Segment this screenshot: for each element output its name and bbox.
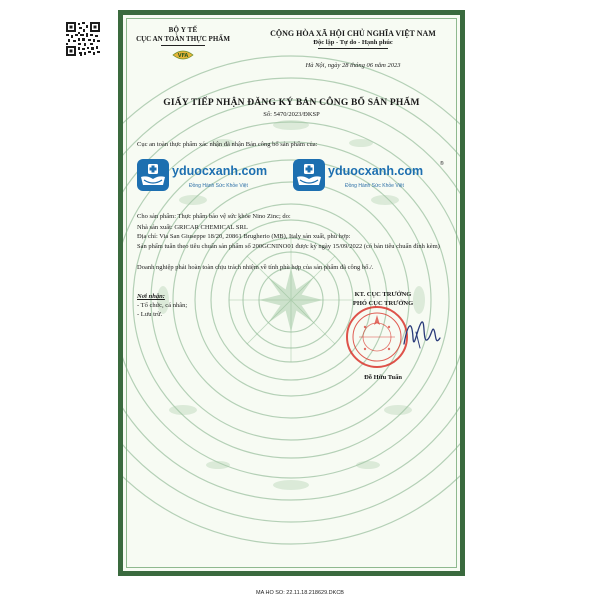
brand-name: yduocxanh.com xyxy=(328,164,424,178)
issue-date: Hà Nội, ngày 28 tháng 06 năm 2023 xyxy=(305,62,401,69)
file-code: MA HO SO: 22.11.18.218629.DKCB xyxy=(256,590,344,596)
signatory-title: KT. CỤC TRƯỞNG xyxy=(354,291,412,298)
signer-name: Đỗ Hữu Tuấn xyxy=(364,374,402,381)
pharmacy-hand-icon xyxy=(293,159,325,191)
motto-underline xyxy=(318,48,388,49)
national-motto: Độc lập - Tự do - Hạnh phúc xyxy=(313,39,393,46)
agency-name: CỤC AN TOÀN THỰC PHẨM xyxy=(136,35,230,43)
product-line: Cho sản phẩm: Thực phẩm bảo vệ sức khỏe Nino Zinc; do: xyxy=(137,213,291,220)
brand-tagline: Đồng Hành Sức Khỏe Việt xyxy=(189,183,248,189)
standard-line: Sản phẩm tuân theo tiêu chuẩn sản phẩm số 200GCNINO01 được ký ngày 15/09/2022 (có bản tiêu chuẩn đính kèm) xyxy=(137,243,440,250)
qr-code xyxy=(66,22,100,56)
brand-name: yduocxanh.com xyxy=(172,164,268,178)
brand-tagline: Đồng Hành Sức Khỏe Việt xyxy=(345,183,404,189)
intro-text: Cục an toàn thực phẩm xác nhận đã nhận Bản công bố sản phẩm của: xyxy=(137,141,318,148)
manufacturer-line: Nhà sản xuất: GRICAR CHEMICAL SRL xyxy=(137,224,248,231)
document-title: GIẤY TIẾP NHẬN ĐĂNG KÝ BẢN CÔNG BỐ SẢN PHẨM xyxy=(163,98,420,108)
recipient-item: - Lưu trữ. xyxy=(137,311,163,318)
recipients-heading: Nơi nhận: xyxy=(137,293,165,300)
brand-watermark xyxy=(137,155,287,200)
handwritten-signature xyxy=(398,312,443,357)
document-number: Số: 5470/2023/ĐKSP xyxy=(263,111,320,118)
agency-underline xyxy=(161,45,205,46)
responsibility-line: Doanh nghiệp phải hoàn toàn chịu trách nhiệm về tính phù hợp của sản phẩm đã công bố./. xyxy=(137,264,374,271)
recipient-item: - Tổ chức, cá nhân; xyxy=(137,302,188,309)
signatory-position: PHÓ CỤC TRƯỞNG xyxy=(352,300,414,307)
svg-text:VFA: VFA xyxy=(177,53,189,59)
agency-logo-icon xyxy=(172,49,194,61)
registered-mark: ® xyxy=(440,161,444,167)
republic-name: CỘNG HÒA XÃ HỘI CHỦ NGHĨA VIỆT NAM xyxy=(270,29,436,38)
pharmacy-hand-icon xyxy=(137,159,169,191)
certificate xyxy=(118,10,465,576)
address-line: Địa chỉ: Via San Giuseppe 18/20, 20861 Brugherio (MB), Italy sản xuất, phù hợp: xyxy=(137,233,351,240)
ministry-name: BỘ Y TẾ xyxy=(168,26,198,34)
brand-watermark xyxy=(293,155,443,200)
